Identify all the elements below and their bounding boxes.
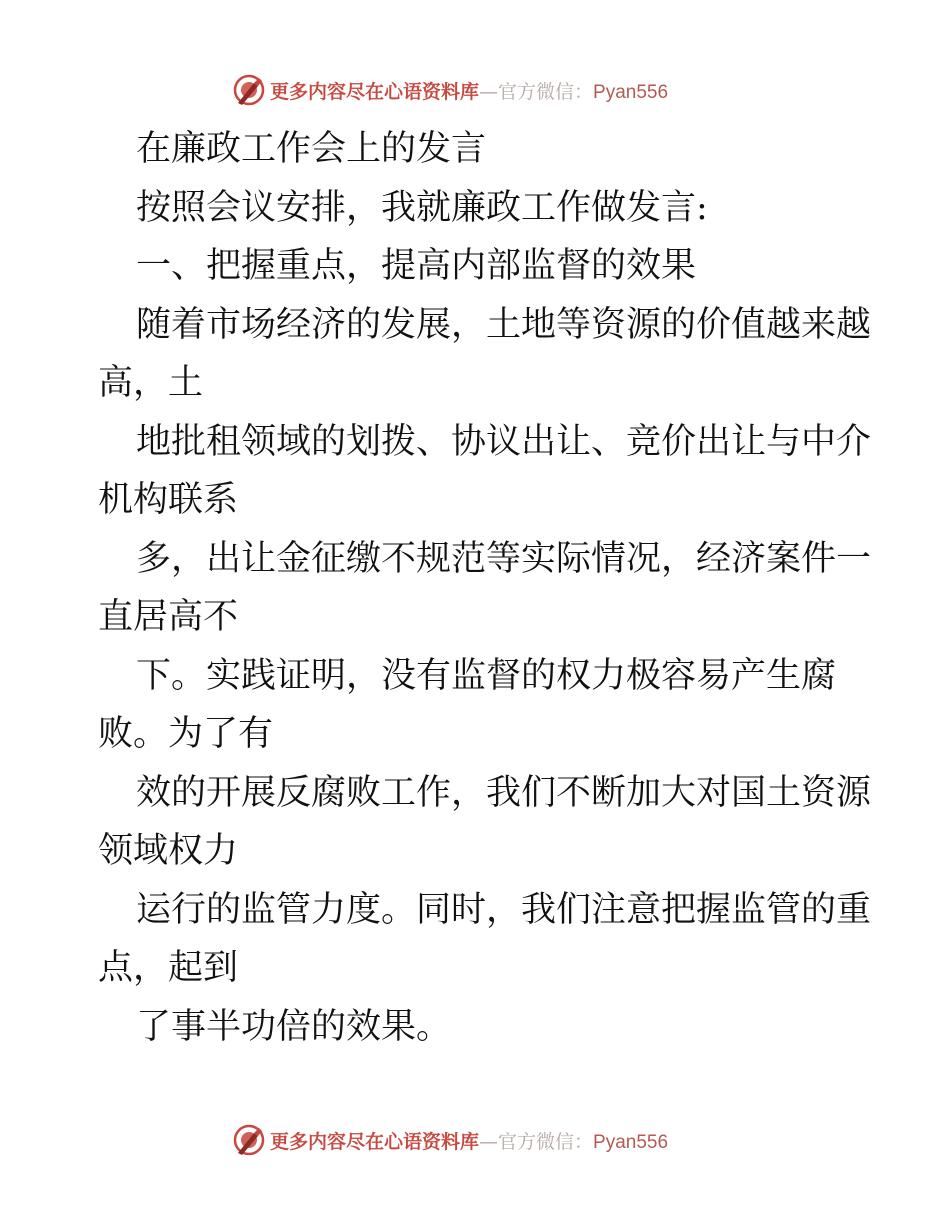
document-line: 领域权力	[98, 831, 239, 871]
footer-wechat-label: 官方微信：	[498, 1130, 594, 1153]
document-line: 效的开展反腐败工作，我们不断加大对国土资源	[136, 772, 872, 813]
header-dash: —	[479, 80, 499, 103]
document-line: 高，土	[98, 363, 204, 403]
footer-brand-text: 更多内容尽在心语资料库	[270, 1130, 480, 1153]
section-heading: 一、把握重点，提高内部监督的效果	[136, 246, 697, 286]
document-line: 随着市场经济的发展，土地等资源的价值越来越	[136, 304, 872, 345]
document-line: 点，起到	[98, 948, 239, 988]
header-wechat-id: Pyan556	[593, 81, 669, 103]
document-body	[98, 120, 872, 1056]
document-line: 败。为了有	[98, 714, 274, 754]
header-banner	[232, 70, 712, 110]
document-line: 多，出让金征缴不规范等实际情况，经济案件一	[136, 538, 872, 579]
footer-banner	[232, 1120, 712, 1160]
footer-dash: —	[479, 1130, 499, 1153]
document-title: 在廉政工作会上的发言	[136, 129, 487, 169]
document-line: 运行的监管力度。同时，我们注意把握监管的重	[136, 889, 872, 930]
footer-banner-text	[270, 1127, 668, 1154]
header-wechat-label: 官方微信：	[498, 80, 594, 103]
header-brand-text: 更多内容尽在心语资料库	[270, 80, 480, 103]
document-line: 下。实践证明，没有监督的权力极容易产生腐	[136, 655, 837, 696]
stamp-pen-logo-icon	[232, 73, 266, 107]
document-line: 了事半功倍的效果。	[136, 1006, 452, 1047]
document-line: 直居高不	[98, 597, 239, 637]
document-line: 机构联系	[98, 480, 239, 520]
footer-wechat-id: Pyan556	[593, 1131, 669, 1153]
header-banner-text	[270, 77, 668, 104]
document-line: 地批租领域的划拨、协议出让、竞价出让与中介	[136, 421, 872, 462]
stamp-pen-logo-icon	[232, 1123, 266, 1157]
document-line: 按照会议安排，我就廉政工作做发言:	[136, 187, 708, 228]
